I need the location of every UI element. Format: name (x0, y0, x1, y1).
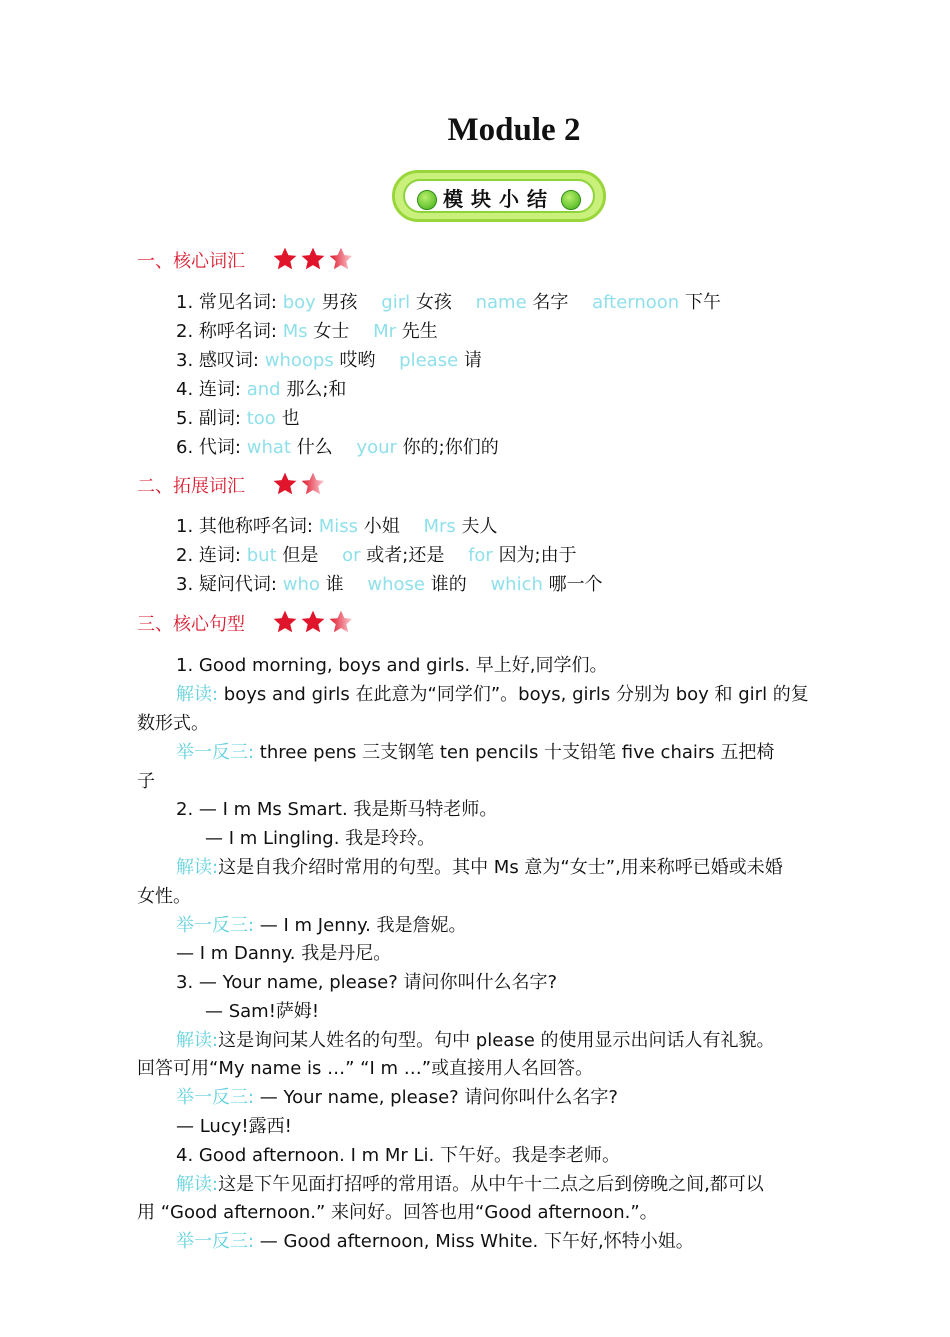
explanation-1: 解读: boys and girls 在此意为“同学们”。boys, girls 分别为 boy 和 girl 的复 (176, 684, 809, 705)
half-star-icon (328, 246, 354, 272)
ext-line-2: 2. 连词: but 但是 or 或者;还是 for 因为;由于 (176, 545, 577, 566)
ext-line-1: 1. 其他称呼名词: Miss 小姐 Mrs 夫人 (176, 516, 498, 537)
summary-badge-inner (403, 179, 595, 213)
section-heading-extended-vocab: 二、拓展词汇 (137, 476, 245, 497)
example-3: 举一反三: — Your name, please? 请问你叫什么名字? (176, 1087, 618, 1108)
difficulty-stars (272, 246, 354, 272)
explanation-2-cont: 女性。 (137, 886, 191, 907)
vocab-line-4: 4. 连词: and 那么;和 (176, 379, 347, 400)
difficulty-stars (272, 471, 326, 497)
half-star-icon (328, 609, 354, 635)
star-icon (300, 246, 326, 272)
vocab-line-2: 2. 称呼名词: Ms 女士 Mr 先生 (176, 321, 438, 342)
vocab-line-1: 1. 常见名词: boy 男孩 girl 女孩 name 名字 afternoon 下午 (176, 292, 721, 313)
star-icon (272, 609, 298, 635)
summary-badge (392, 170, 606, 222)
star-icon (300, 609, 326, 635)
vocab-line-3: 3. 感叹词: whoops 哎哟 please 请 (176, 350, 482, 371)
example-1-cont: 子 (137, 771, 155, 792)
explanation-3: 解读:这是询问某人姓名的句型。句中 please 的使用显示出问话人有礼貌。 (176, 1030, 775, 1051)
vocab-line-6: 6. 代词: what 什么 your 你的;你们的 (176, 437, 499, 458)
vocab-line-5: 5. 副词: too 也 (176, 408, 300, 429)
ext-line-3: 3. 疑问代词: who 谁 whose 谁的 which 哪一个 (176, 574, 603, 595)
module-title: Module 2 (447, 112, 581, 148)
sentence-1: 1. Good morning, boys and girls. 早上好,同学们。 (176, 655, 608, 676)
section-heading-core-sentences: 三、核心句型 (137, 614, 245, 635)
explanation-1-cont: 数形式。 (137, 713, 209, 734)
difficulty-stars (272, 609, 354, 635)
section-heading-core-vocab: 一、核心词汇 (137, 251, 245, 272)
sentence-2-reply: — I m Lingling. 我是玲玲。 (205, 828, 436, 849)
example-2: 举一反三: — I m Jenny. 我是詹妮。 (176, 915, 467, 936)
sentence-4: 4. Good afternoon. I m Mr Li. 下午好。我是李老师。 (176, 1145, 620, 1166)
green-dot-icon (561, 190, 581, 210)
star-icon (272, 471, 298, 497)
sentence-2: 2. — I m Ms Smart. 我是斯马特老师。 (176, 799, 498, 820)
sentence-3-reply: — Sam!萨姆! (205, 1001, 320, 1022)
star-icon (272, 246, 298, 272)
example-3-reply: — Lucy!露西! (176, 1116, 292, 1137)
explanation-4-cont: 用 “Good afternoon.” 来问好。回答也用“Good afternoon.”。 (137, 1202, 658, 1223)
explanation-3-cont: 回答可用“My name is …” “I m …”或直接用人名回答。 (137, 1058, 594, 1079)
example-1: 举一反三: three pens 三支钢笔 ten pencils 十支铅笔 five chairs 五把椅 (176, 742, 775, 763)
half-star-icon (300, 471, 326, 497)
summary-badge-label: 模块小结 (443, 187, 555, 211)
explanation-2: 解读:这是自我介绍时常用的句型。其中 Ms 意为“女士”,用来称呼已婚或未婚 (176, 857, 783, 878)
explanation-4: 解读:这是下午见面打招呼的常用语。从中午十二点之后到傍晚之间,都可以 (176, 1174, 764, 1195)
example-4: 举一反三: — Good afternoon, Miss White. 下午好,怀特小姐。 (176, 1231, 694, 1252)
sentence-3: 3. — Your name, please? 请问你叫什么名字? (176, 972, 558, 993)
example-2-reply: — I m Danny. 我是丹尼。 (176, 943, 392, 964)
